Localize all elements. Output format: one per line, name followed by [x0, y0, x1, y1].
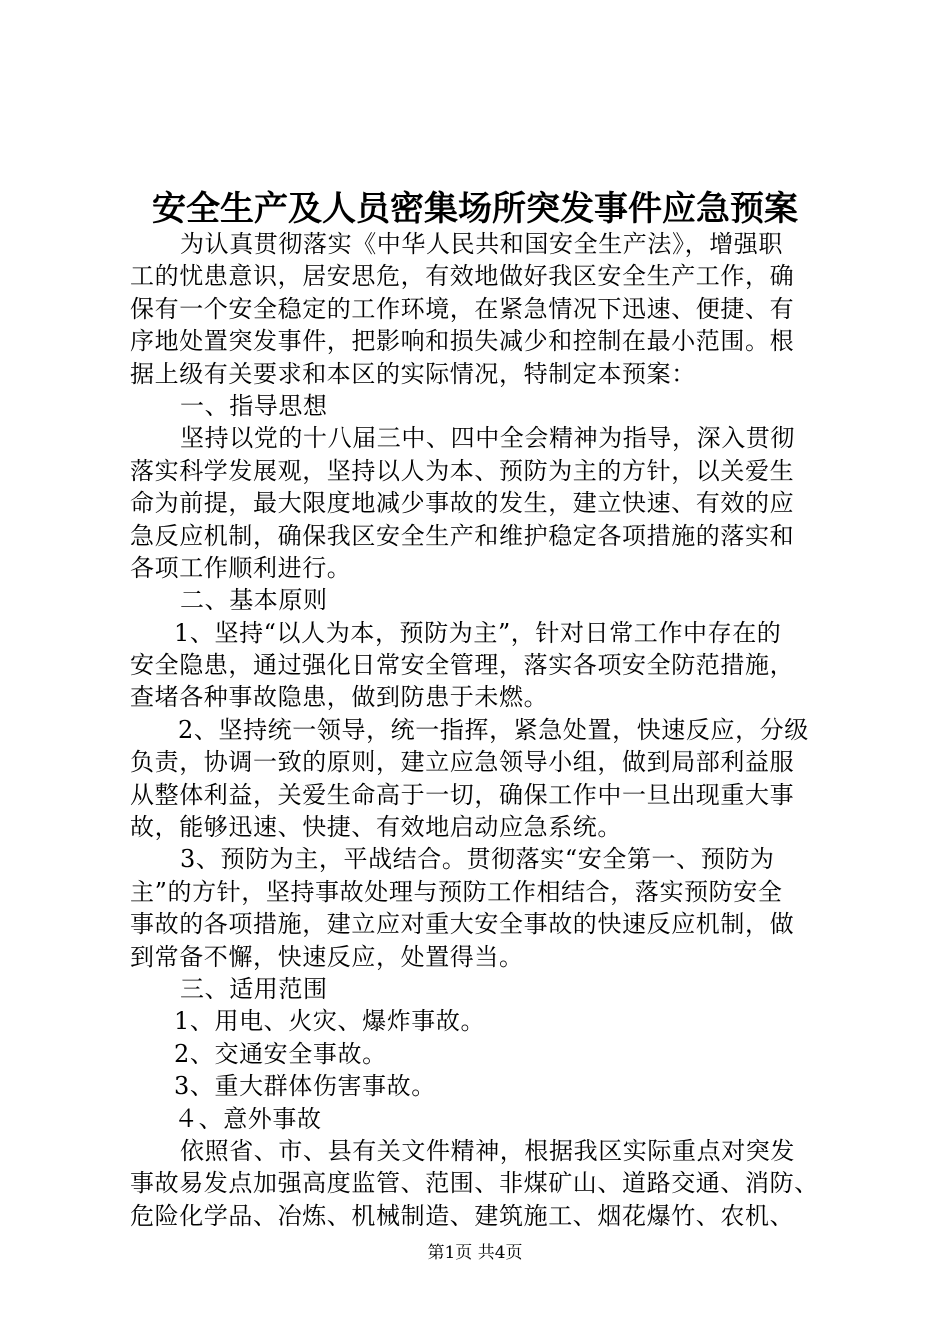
- list-item: 2、交通安全事故。: [174, 1039, 387, 1068]
- text-line: 2、坚持统一领导，统一指挥，紧急处置，快速反应，分级: [178, 715, 809, 744]
- text-line: 命为前提，最大限度地减少事故的发生，建立快速、有效的应: [130, 489, 795, 518]
- text-line: 保有一个安全稳定的工作环境，在紧急情况下迅速、便捷、有: [130, 294, 795, 323]
- text-line: 各项工作顺利进行。: [130, 553, 352, 582]
- text-line: 1、坚持“以人为本，预防为主”，针对日常工作中存在的: [174, 618, 782, 647]
- text-line: 查堵各种事故隐患，做到防患于未燃。: [130, 683, 549, 712]
- text-line: 从整体利益，关爱生命高于一切，确保工作中一旦出现重大事: [130, 780, 795, 809]
- document-title: 安全生产及人员密集场所突发事件应急预案: [152, 189, 798, 229]
- text-line: 安全隐患，通过强化日常安全管理，落实各项安全防范措施，: [130, 651, 795, 680]
- text-line: 负责，协调一致的原则，建立应急领导小组，做到局部利益服: [130, 748, 795, 777]
- text-line: 到常备不懈，快速反应，处置得当。: [130, 942, 524, 971]
- list-item: 3、重大群体伤害事故。: [174, 1072, 436, 1101]
- document-body: [130, 228, 830, 1232]
- text-line: 故，能够迅速、快捷、有效地启动应急系统。: [130, 813, 622, 842]
- text-line: 事故的各项措施，建立应对重大安全事故的快速反应机制，做: [130, 910, 795, 939]
- list-item: ４、意外事故: [174, 1104, 322, 1133]
- text-line: 序地处置突发事件，把影响和损失减少和控制在最小范围。根: [130, 327, 795, 356]
- text-line: 坚持以党的十八届三中、四中全会精神为指导，深入贯彻: [180, 424, 795, 453]
- text-line: 工的忧患意识，居安思危，有效地做好我区安全生产工作，确: [130, 262, 795, 291]
- text-line: 事故易发点加强高度监管、范围、非煤矿山、道路交通、消防、: [130, 1169, 819, 1198]
- text-line: 3、预防为主，平战结合。贯彻落实“安全第一、预防为: [180, 845, 775, 874]
- section-heading: 一、指导思想: [180, 391, 328, 420]
- text-line: 主”的方针，坚持事故处理与预防工作相结合，落实预防安全: [130, 877, 783, 906]
- section-heading: 二、基本原则: [180, 586, 328, 615]
- text-line: 据上级有关要求和本区的实际情况，特制定本预案：: [130, 359, 696, 388]
- section-heading: 三、适用范围: [180, 974, 328, 1003]
- text-line: 落实科学发展观，坚持以人为本、预防为主的方针，以关爱生: [130, 456, 795, 485]
- text-line: 急反应机制，确保我区安全生产和维护稳定各项措施的落实和: [130, 521, 795, 550]
- text-line: 危险化学品、冶炼、机械制造、建筑施工、烟花爆竹、农机、: [130, 1201, 795, 1230]
- page-footer: 第1页 共4页: [427, 1243, 523, 1263]
- text-line: 为认真贯彻落实《中华人民共和国安全生产法》，增强职: [180, 230, 783, 258]
- list-item: 1、用电、火灾、爆炸事故。: [174, 1007, 486, 1036]
- text-line: 依照省、市、县有关文件精神，根据我区实际重点对突发: [180, 1136, 795, 1165]
